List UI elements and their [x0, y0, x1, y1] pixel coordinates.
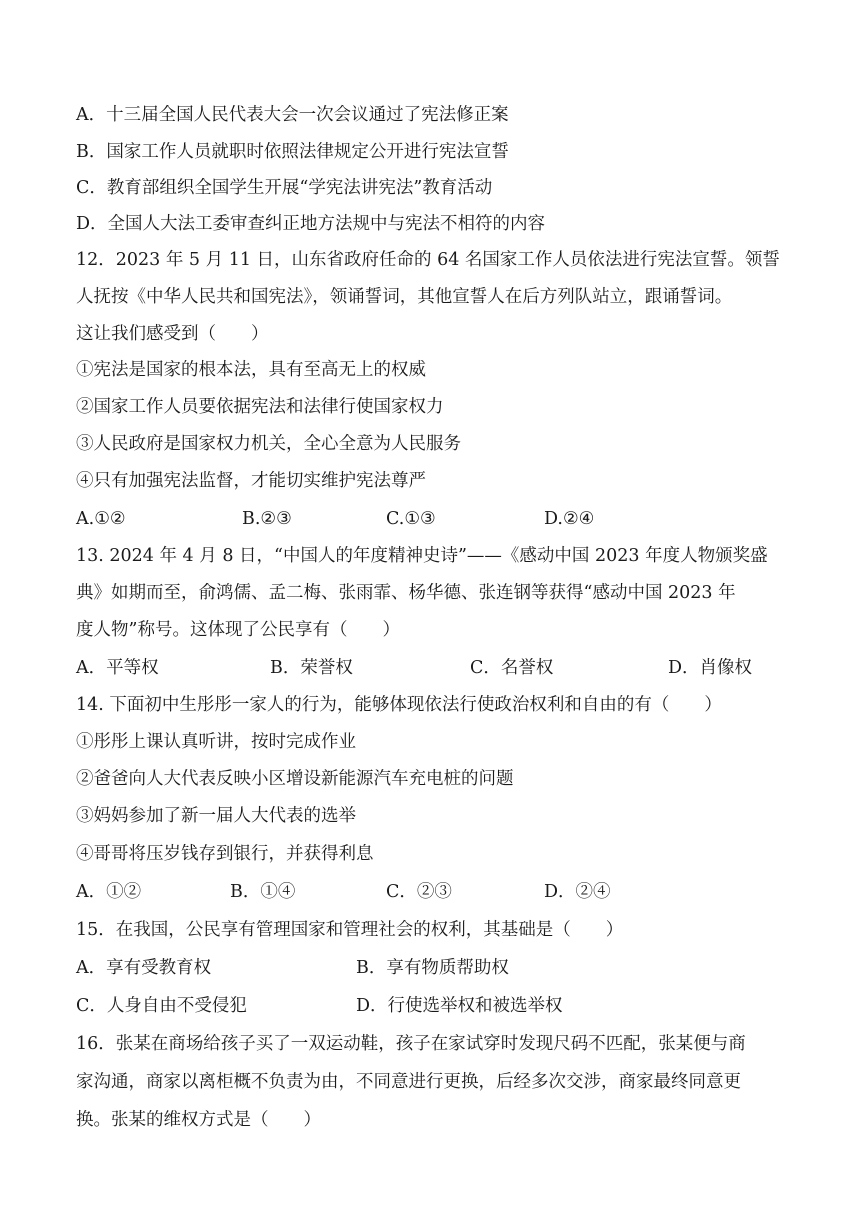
q16-stem-line-1: 16．张某在商场给孩子买了一双运动鞋，孩子在家试穿时发现尺码不匹配，张某便与商	[76, 1034, 746, 1054]
q11-option-d: D．全国人大法工委审查纠正地方法规中与宪法不相符的内容	[76, 214, 546, 234]
q11-option-c: C．教育部组织全国学生开展“学宪法讲宪法”教育活动	[76, 178, 493, 198]
q14-option-b: B．①④	[230, 882, 296, 902]
q13-stem-line-3: 度人物”称号。这体现了公民享有（ ）	[76, 620, 400, 640]
q12-option-d: D.②④	[544, 509, 595, 529]
q15-stem-line-1: 15．在我国，公民享有管理国家和管理社会的权利，其基础是（ ）	[76, 920, 624, 940]
q15-option-b: B．享有物质帮助权	[356, 958, 509, 978]
q13-option-b: B．荣誉权	[270, 658, 353, 678]
q13-stem-line-2: 典》如期而至，俞鸿儒、孟二梅、张雨霏、杨华德、张连钢等获得“感动中国 2023 年	[76, 583, 736, 603]
q11-option-b: B．国家工作人员就职时依照法律规定公开进行宪法宣誓	[76, 142, 509, 162]
q14-item-2: ②爸爸向人大代表反映小区增设新能源汽车充电桩的问题	[76, 769, 514, 789]
q16-stem-line-2: 家沟通，商家以离柜概不负责为由，不同意进行更换，后经多次交涉，商家最终同意更	[76, 1072, 741, 1092]
q12-stem-line-1: 12．2023 年 5 月 11 日，山东省政府任命的 64 名国家工作人员依法进行宪法宣誓。领誓	[76, 250, 780, 270]
q14-item-1: ①彤彤上课认真听讲，按时完成作业	[76, 732, 356, 752]
q12-item-3: ③人民政府是国家权力机关，全心全意为人民服务	[76, 434, 461, 454]
q12-item-2: ②国家工作人员要依据宪法和法律行使国家权力	[76, 397, 444, 417]
q12-stem-line-2: 人抚按《中华人民共和国宪法》，领诵誓词，其他宣誓人在后方列队站立，跟诵誓词。	[76, 287, 733, 307]
q14-option-d: D．②④	[544, 882, 611, 902]
q13-option-c: C．名誉权	[470, 658, 554, 678]
q15-option-a: A．享有受教育权	[76, 958, 212, 978]
q15-option-c: C．人身自由不受侵犯	[76, 996, 247, 1016]
q14-item-4: ④哥哥将压岁钱存到银行，并获得利息	[76, 844, 374, 864]
q14-option-a: A．①②	[76, 882, 142, 902]
q12-option-a: A.①②	[76, 509, 126, 529]
q16-stem-line-3: 换。张某的维权方式是（ ）	[76, 1110, 321, 1130]
q11-option-a: A．十三届全国人民代表大会一次会议通过了宪法修正案	[76, 105, 509, 125]
q14-item-3: ③妈妈参加了新一届人大代表的选举	[76, 806, 356, 826]
q13-option-a: A．平等权	[76, 658, 159, 678]
q12-option-b: B.②③	[242, 509, 292, 529]
q13-option-d: D．肖像权	[668, 658, 753, 678]
q12-stem-line-3: 这让我们感受到（ ）	[76, 324, 269, 344]
q15-option-d: D．行使选举权和被选举权	[356, 996, 563, 1016]
q13-stem-line-1: 13. 2024 年 4 月 8 日，“中国人的年度精神史诗”——《感动中国 2023 年度人物颁奖盛	[76, 546, 768, 566]
q12-option-c: C.①③	[386, 509, 436, 529]
q14-option-c: C．②③	[386, 882, 452, 902]
q12-item-4: ④只有加强宪法监督，才能切实维护宪法尊严	[76, 471, 426, 491]
q14-stem-line-1: 14. 下面初中生彤彤一家人的行为，能够体现依法行使政治权利和自由的有（ ）	[76, 695, 722, 715]
q12-item-1: ①宪法是国家的根本法，具有至高无上的权威	[76, 360, 426, 380]
